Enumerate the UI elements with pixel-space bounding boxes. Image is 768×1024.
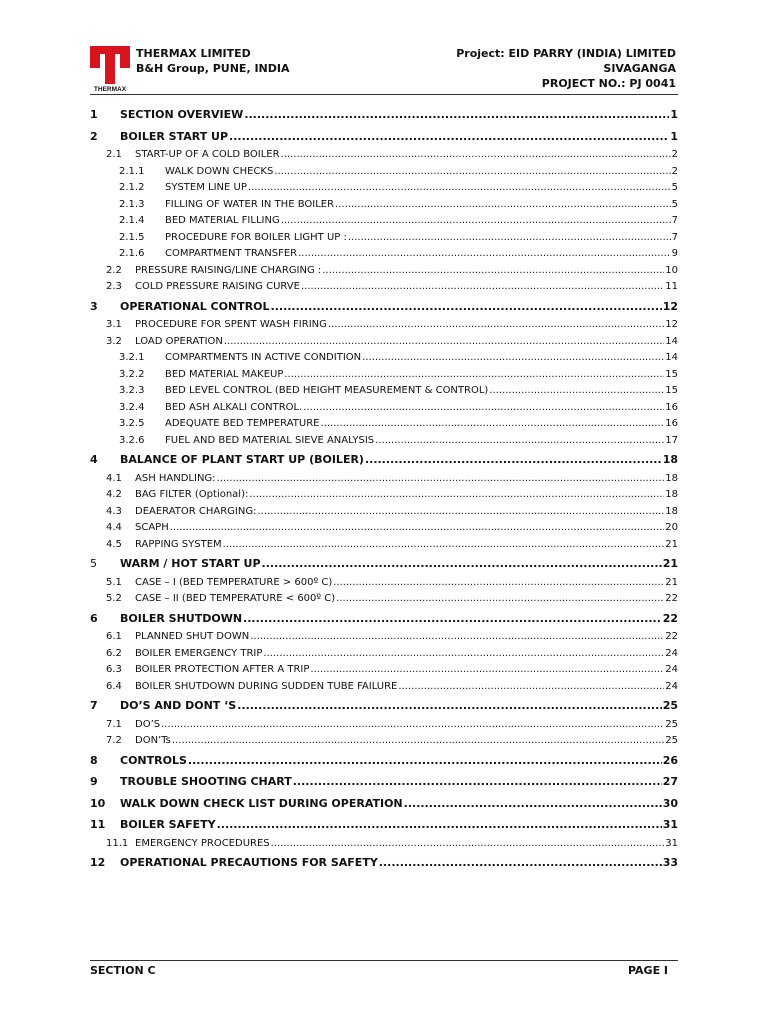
toc-dot-leader <box>237 695 661 717</box>
toc-dot-leader <box>250 629 664 646</box>
toc-entry-number: 11.1 <box>106 837 129 849</box>
toc-entry-page: 14 <box>665 335 678 347</box>
toc-entry-page: 21 <box>665 538 678 550</box>
toc-entry[interactable] <box>90 279 678 296</box>
toc-entry[interactable] <box>90 334 678 351</box>
toc-entry-title: BOILER SAFETY <box>120 818 216 831</box>
toc-entry-number: 3 <box>90 299 98 313</box>
toc-entry-title: BOILER START UP <box>120 129 229 143</box>
toc-entry-number: 4 <box>90 453 98 466</box>
project-block <box>456 46 676 91</box>
toc-entry[interactable] <box>90 852 678 874</box>
toc-entry[interactable] <box>90 771 678 793</box>
toc-entry[interactable] <box>90 537 678 554</box>
toc-entry-title: DO’S AND DONT ‘S <box>120 699 237 712</box>
toc-entry-page: 5 <box>671 198 678 210</box>
toc-dot-leader <box>223 537 665 554</box>
toc-dot-leader <box>281 147 671 164</box>
toc-dot-leader <box>348 230 671 247</box>
toc-entry-number: 11 <box>90 818 106 831</box>
toc-entry-number: 6.4 <box>106 680 122 692</box>
toc-dot-leader <box>362 350 664 367</box>
toc-entry[interactable] <box>90 520 678 537</box>
toc-entry-page: 12 <box>662 299 678 313</box>
toc-entry[interactable] <box>90 126 678 148</box>
toc-entry-title: CASE – II (BED TEMPERATURE < 600º C) <box>135 593 336 604</box>
toc-dot-leader <box>489 383 664 400</box>
toc-entry-number: 7.1 <box>106 718 122 730</box>
toc-entry[interactable] <box>90 575 678 592</box>
toc-entry-page: 22 <box>662 611 678 625</box>
toc-entry-page: 11 <box>665 281 678 292</box>
toc-entry[interactable] <box>90 504 678 521</box>
toc-entry-number: 3.2.2 <box>119 368 145 380</box>
toc-entry-title: BED MATERIAL MAKEUP <box>165 368 284 380</box>
toc-dot-leader <box>293 771 662 793</box>
toc-entry[interactable] <box>90 383 678 400</box>
toc-entry-number: 5 <box>90 557 97 570</box>
toc-entry-title: RAPPING SYSTEM <box>135 538 222 550</box>
toc-entry[interactable] <box>90 695 678 717</box>
toc-dot-leader <box>303 400 664 417</box>
toc-entry-number: 2.1.4 <box>119 215 145 226</box>
toc-entry[interactable] <box>90 263 678 280</box>
toc-entry-page: 24 <box>665 647 678 659</box>
toc-entry[interactable] <box>90 487 678 504</box>
toc-entry-number: 3.2.6 <box>119 434 145 446</box>
toc-entry[interactable] <box>90 213 678 230</box>
toc-entry-number: 8 <box>90 753 98 767</box>
toc-entry[interactable] <box>90 733 678 750</box>
toc-dot-leader <box>379 852 662 874</box>
toc-dot-leader <box>217 814 662 836</box>
toc-entry[interactable] <box>90 104 678 126</box>
toc-entry-number: 2.3 <box>106 281 122 292</box>
toc-dot-leader <box>322 263 664 280</box>
toc-entry[interactable] <box>90 814 678 836</box>
toc-entry-page: 24 <box>665 680 678 692</box>
toc-entry-title: PLANNED SHUT DOWN <box>135 631 250 642</box>
toc-entry[interactable] <box>90 433 678 450</box>
toc-entry[interactable] <box>90 591 678 608</box>
toc-entry-title: COLD PRESSURE RAISING CURVE <box>135 281 300 292</box>
toc-entry-page: 18 <box>665 505 678 517</box>
toc-entry[interactable] <box>90 416 678 433</box>
toc-entry-title: FILLING OF WATER IN THE BOILER <box>165 198 335 210</box>
header-divider <box>90 94 678 95</box>
toc-entry-title: OPERATIONAL CONTROL <box>120 299 270 313</box>
toc-entry-title: SECTION OVERVIEW <box>120 108 244 121</box>
toc-entry-number: 2.2 <box>106 264 122 276</box>
toc-entry[interactable] <box>90 197 678 214</box>
toc-entry-number: 2.1.3 <box>119 198 145 210</box>
toc-entry[interactable] <box>90 750 678 772</box>
toc-entry-number: 2.1.1 <box>119 165 145 177</box>
toc-entry-number: 2.1.6 <box>119 248 145 259</box>
toc-entry-number: 6.3 <box>106 664 122 675</box>
toc-entry-page: 18 <box>665 472 678 484</box>
footer-section: SECTION C <box>90 964 156 977</box>
toc-dot-leader <box>249 487 664 504</box>
toc-dot-leader <box>188 750 662 772</box>
toc-entry-number: 2.1.2 <box>119 182 145 193</box>
toc-entry-page: 31 <box>665 837 678 849</box>
toc-entry-page: 18 <box>662 453 678 466</box>
toc-entry-page: 7 <box>671 215 678 226</box>
toc-entry-page: 27 <box>662 775 678 788</box>
toc-entry-title: COMPARTMENTS IN ACTIVE CONDITION <box>165 352 362 363</box>
toc-entry-number: 4.1 <box>106 472 122 484</box>
toc-entry-page: 21 <box>662 557 678 570</box>
toc-entry-page: 24 <box>665 664 678 675</box>
toc-entry-page: 9 <box>671 248 678 259</box>
toc-entry[interactable] <box>90 679 678 696</box>
toc-entry-page: 15 <box>665 368 678 380</box>
toc-entry-title: PROCEDURE FOR BOILER LIGHT UP : <box>165 231 347 243</box>
toc-dot-leader <box>229 126 669 148</box>
toc-entry-title: WARM / HOT START UP <box>120 557 261 570</box>
toc-dot-leader <box>244 104 669 126</box>
toc-entry-title: START-UP OF A COLD BOILER <box>135 149 280 160</box>
toc-entry-title: DON’Ts <box>135 735 171 746</box>
toc-entry-title: PROCEDURE FOR SPENT WASH FIRING <box>135 319 327 330</box>
toc-entry-title: ADEQUATE BED TEMPERATURE <box>165 418 320 429</box>
toc-entry-page: 14 <box>665 352 678 363</box>
toc-entry-number: 3.2.1 <box>119 352 145 363</box>
toc-entry-number: 7 <box>90 699 98 712</box>
toc-entry-page: 1 <box>670 108 678 121</box>
toc-entry-page: 12 <box>665 319 678 330</box>
toc-dot-leader <box>248 180 671 197</box>
toc-entry-title: BOILER PROTECTION AFTER A TRIP <box>135 664 310 675</box>
toc-entry-number: 2.1.5 <box>119 231 145 243</box>
toc-entry-page: 25 <box>665 718 678 730</box>
toc-entry[interactable] <box>90 296 678 318</box>
project-location: SIVAGANGA <box>603 62 676 75</box>
toc-entry-number: 4.2 <box>106 489 122 500</box>
toc-entry-title: PRESSURE RAISING/LINE CHARGING : <box>135 264 322 276</box>
toc-entry-page: 18 <box>665 489 678 500</box>
toc-entry[interactable] <box>90 400 678 417</box>
toc-entry-title: DEAERATOR CHARGING: <box>135 505 257 517</box>
toc-entry-number: 6 <box>90 611 98 625</box>
toc-entry-number: 1 <box>90 108 98 121</box>
toc-entry-title: ASH HANDLING: <box>135 472 216 484</box>
toc-dot-leader <box>320 416 664 433</box>
toc-entry-title: EMERGENCY PROCEDURES <box>135 837 270 849</box>
footer-divider <box>90 960 678 961</box>
toc-entry-number: 2 <box>90 129 98 143</box>
toc-dot-leader <box>271 836 665 853</box>
toc-dot-leader <box>172 733 664 750</box>
toc-entry-page: 16 <box>665 401 678 413</box>
toc-entry-number: 3.2.4 <box>119 401 145 413</box>
toc-dot-leader <box>335 197 671 214</box>
toc-entry-title: BOILER EMERGENCY TRIP <box>135 647 263 659</box>
toc-entry-number: 4.3 <box>106 505 122 517</box>
toc-entry-number: 3.2 <box>106 335 122 347</box>
toc-entry[interactable] <box>90 164 678 181</box>
toc-dot-leader <box>161 717 664 734</box>
toc-entry-number: 5.2 <box>106 593 122 604</box>
toc-entry-page: 16 <box>665 418 678 429</box>
toc-entry[interactable] <box>90 471 678 488</box>
toc-entry-page: 20 <box>665 522 678 533</box>
toc-entry-page: 1 <box>670 129 678 143</box>
toc-dot-leader <box>375 433 664 450</box>
toc-entry[interactable] <box>90 629 678 646</box>
toc-entry-title: DO’S <box>135 718 161 730</box>
toc-entry[interactable] <box>90 180 678 197</box>
toc-entry-number: 5.1 <box>106 576 122 588</box>
toc-entry-number: 3.1 <box>106 319 122 330</box>
toc-entry-number: 6.2 <box>106 647 122 659</box>
toc-entry-page: 7 <box>671 231 678 243</box>
toc-entry-title: CASE – I (BED TEMPERATURE > 600º C) <box>135 576 333 588</box>
toc-dot-leader <box>301 279 664 296</box>
toc-entry-title: FUEL AND BED MATERIAL SIEVE ANALYSIS <box>165 434 375 446</box>
toc-entry-title: TROUBLE SHOOTING CHART <box>120 775 292 788</box>
toc-dot-leader <box>336 591 664 608</box>
toc-entry[interactable] <box>90 230 678 247</box>
toc-entry[interactable] <box>90 646 678 663</box>
toc-dot-leader <box>328 317 664 334</box>
toc-entry-number: 3.2.3 <box>119 385 145 396</box>
toc-entry[interactable] <box>90 553 678 575</box>
toc-entry-title: BOILER SHUTDOWN <box>120 611 243 625</box>
toc-entry[interactable] <box>90 147 678 164</box>
toc-entry-number: 9 <box>90 775 98 788</box>
toc-entry[interactable] <box>90 246 678 263</box>
toc-entry-number: 3.2.5 <box>119 418 145 429</box>
toc-dot-leader <box>298 246 671 263</box>
toc-dot-leader <box>365 449 662 471</box>
toc-dot-leader <box>257 504 664 521</box>
toc-entry[interactable] <box>90 367 678 384</box>
toc-entry-title: BED LEVEL CONTROL (BED HEIGHT MEASUREMENT & CONTROL) <box>165 385 489 396</box>
toc-entry-page: 5 <box>671 182 678 193</box>
toc-dot-leader <box>398 679 664 696</box>
toc-entry-title: BALANCE OF PLANT START UP (BOILER) <box>120 453 364 466</box>
toc-entry-page: 26 <box>662 753 678 767</box>
toc-dot-leader <box>284 367 664 384</box>
toc-entry-title: BAG FILTER (Optional): <box>135 489 249 500</box>
toc-entry-number: 6.1 <box>106 631 122 642</box>
toc-entry-page: 25 <box>665 735 678 746</box>
toc-entry-page: 21 <box>665 576 678 588</box>
toc-entry[interactable] <box>90 793 678 815</box>
toc-entry-number: 4.4 <box>106 522 122 533</box>
toc-entry-page: 22 <box>665 593 678 604</box>
toc-entry-page: 25 <box>662 699 678 712</box>
toc-entry-title: WALK DOWN CHECKS <box>165 165 274 177</box>
toc-entry-number: 2.1 <box>106 149 122 160</box>
project-number: PROJECT NO.: PJ 0041 <box>541 77 676 90</box>
toc-entry-number: 10 <box>90 796 106 810</box>
toc-entry-title: BED MATERIAL FILLING <box>165 215 280 226</box>
toc-entry-page: 10 <box>665 264 678 276</box>
toc-entry-title: COMPARTMENT TRANSFER <box>165 248 298 259</box>
footer-page-number: PAGE I <box>627 964 668 977</box>
toc-entry[interactable] <box>90 717 678 734</box>
company-name: THERMAX LIMITED <box>136 47 251 60</box>
toc-entry-page: 2 <box>671 165 678 177</box>
logo-text: THERMAX <box>93 86 127 92</box>
toc-dot-leader <box>243 608 662 630</box>
toc-entry[interactable] <box>90 608 678 630</box>
toc-entry-title: BED ASH ALKALI CONTROL. <box>165 401 303 413</box>
toc-dot-leader <box>217 471 665 488</box>
toc-entry-title: WALK DOWN CHECK LIST DURING OPERATION <box>120 796 403 810</box>
toc-dot-leader <box>271 296 662 318</box>
toc-entry[interactable] <box>90 350 678 367</box>
toc-entry[interactable] <box>90 449 678 471</box>
toc-entry[interactable] <box>90 662 678 679</box>
toc-entry-title: BOILER SHUTDOWN DURING SUDDEN TUBE FAILURE <box>135 680 398 692</box>
toc-dot-leader <box>404 793 662 815</box>
toc-dot-leader <box>262 553 662 575</box>
toc-entry-page: 2 <box>671 149 678 160</box>
toc-entry-title: OPERATIONAL PRECAUTIONS FOR SAFETY <box>120 856 378 869</box>
toc-dot-leader <box>333 575 664 592</box>
toc-entry[interactable] <box>90 317 678 334</box>
toc-dot-leader <box>310 662 664 679</box>
toc-entry-page: 17 <box>665 434 678 446</box>
project-label: Project: EID PARRY (INDIA) LIMITED <box>456 47 676 60</box>
company-group: B&H Group, PUNE, INDIA <box>136 62 290 75</box>
toc-entry-title: SYSTEM LINE UP <box>165 182 247 193</box>
toc-entry-number: 7.2 <box>106 735 122 746</box>
toc-dot-leader <box>170 520 665 537</box>
thermax-logo <box>90 46 130 92</box>
toc-dot-leader <box>224 334 664 351</box>
toc-entry-title: LOAD OPERATION <box>135 335 223 347</box>
toc-dot-leader <box>274 164 670 181</box>
toc-entry-page: 33 <box>662 856 678 869</box>
toc-entry-title: CONTROLS <box>120 753 187 767</box>
company-block <box>136 46 290 76</box>
toc-entry-page: 30 <box>662 796 678 810</box>
toc-dot-leader <box>281 213 671 230</box>
table-of-contents <box>90 104 678 874</box>
toc-entry-page: 22 <box>665 631 678 642</box>
toc-entry-number: 12 <box>90 856 106 869</box>
toc-entry-page: 31 <box>662 818 678 831</box>
toc-dot-leader <box>263 646 664 663</box>
toc-entry[interactable] <box>90 836 678 853</box>
toc-entry-number: 4.5 <box>106 538 122 550</box>
toc-entry-page: 15 <box>665 385 678 396</box>
toc-entry-title: SCAPH <box>135 522 169 533</box>
